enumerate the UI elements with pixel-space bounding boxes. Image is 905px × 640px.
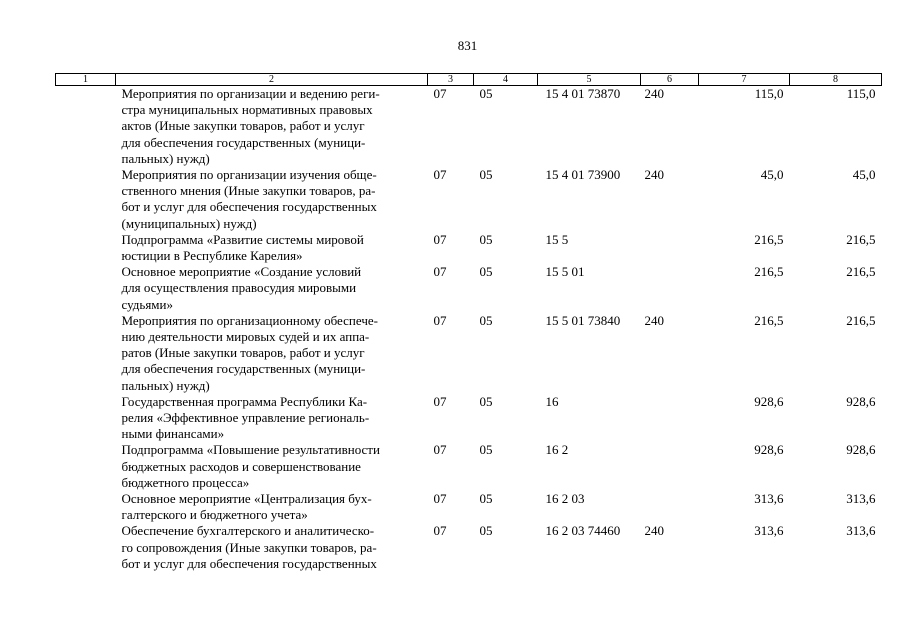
target-article-code: 16 2 03 <box>545 491 585 507</box>
table-row <box>56 313 882 394</box>
description-line: ратов (Иные закупки товаров, работ и услуг <box>121 345 365 361</box>
description-line: пальных) нужд) <box>121 377 210 393</box>
table-row <box>56 394 882 443</box>
column-header: 1 <box>56 74 116 86</box>
section-code: 07 <box>433 86 447 101</box>
expense-type-code <box>641 394 699 443</box>
expense-type-code: 240 <box>644 523 664 539</box>
description-line: Мероприятия по организации изучения обще- <box>121 167 377 183</box>
description-line: го сопровождения (Иные закупки товаров, ра- <box>121 539 377 555</box>
description-line: актов (Иные закупки товаров, работ и услуг <box>121 118 365 134</box>
expense-type-code <box>641 264 699 313</box>
description-line: судьями» <box>121 296 173 312</box>
table-row <box>56 491 882 523</box>
row-description <box>116 491 428 523</box>
target-article-code: 16 <box>545 393 559 409</box>
subsection-code: 05 <box>479 393 493 409</box>
expense-type-code <box>641 232 699 264</box>
column-header: 3 <box>428 74 474 86</box>
description-line: Обеспечение бухгалтерского и аналитическо- <box>121 523 375 539</box>
target-article-code: 15 5 01 73840 <box>545 312 621 328</box>
table-row <box>56 523 882 572</box>
description-line: (муниципальных) нужд) <box>121 215 257 231</box>
amount-year-1: 216,5 <box>754 231 784 247</box>
expense-type-code <box>641 442 699 491</box>
column-header: 6 <box>641 74 699 86</box>
target-article-code: 15 4 01 73870 <box>545 86 621 101</box>
description-line: Основное мероприятие «Централизация бух- <box>121 491 372 507</box>
description-line: Государственная программа Республики Ка- <box>121 393 368 409</box>
column-header: 5 <box>538 74 641 86</box>
section-code: 07 <box>433 491 447 507</box>
description-line: ными финансами» <box>121 426 225 442</box>
description-line: бот и услуг для обеспечения государственных <box>121 199 377 215</box>
subsection-code: 05 <box>479 442 493 458</box>
subsection-code: 05 <box>479 491 493 507</box>
amount-year-2: 313,6 <box>846 491 876 507</box>
subsection-code: 05 <box>479 312 493 328</box>
row-number-cell <box>56 264 116 313</box>
amount-year-1: 216,5 <box>754 312 784 328</box>
row-description <box>116 313 428 394</box>
amount-year-1: 313,6 <box>754 491 784 507</box>
section-code: 07 <box>433 523 447 539</box>
subsection-code: 05 <box>479 264 493 280</box>
section-code: 07 <box>433 167 447 183</box>
expense-type-code: 240 <box>644 312 664 328</box>
column-number-header <box>56 74 882 86</box>
expense-type-code: 240 <box>644 167 664 183</box>
row-description <box>116 442 428 491</box>
amount-year-2: 928,6 <box>846 393 876 409</box>
table-body <box>56 86 882 573</box>
amount-year-2: 115,0 <box>846 86 876 101</box>
expense-type-code: 240 <box>644 86 664 101</box>
description-line: бот и услуг для обеспечения государственных <box>121 555 377 571</box>
description-line: Мероприятия по организации и ведению реги- <box>121 86 380 101</box>
target-article-code: 15 5 <box>545 231 569 247</box>
target-article-code: 16 2 03 74460 <box>545 523 621 539</box>
table-row <box>56 86 882 168</box>
subsection-code: 05 <box>479 523 493 539</box>
row-description <box>116 86 428 168</box>
amount-year-1: 115,0 <box>754 86 784 101</box>
row-description <box>116 167 428 232</box>
amount-year-2: 216,5 <box>846 312 876 328</box>
description-line: Мероприятия по организационному обеспече- <box>121 312 378 328</box>
amount-year-2: 216,5 <box>846 231 876 247</box>
section-code: 07 <box>433 231 447 247</box>
row-number-cell <box>56 313 116 394</box>
description-line: стра муниципальных нормативных правовых <box>121 102 373 118</box>
row-number-cell <box>56 167 116 232</box>
description-line: релия «Эффективное управление региональ- <box>121 410 370 426</box>
section-code: 07 <box>433 393 447 409</box>
amount-year-2: 928,6 <box>846 442 876 458</box>
amount-year-2: 45,0 <box>852 167 876 183</box>
row-description <box>116 264 428 313</box>
row-description <box>116 523 428 572</box>
section-code: 07 <box>433 264 447 280</box>
description-line: Подпрограмма «Развитие системы мировой <box>121 231 364 247</box>
description-line: галтерского и бюджетного учета» <box>121 507 308 523</box>
amount-year-1: 216,5 <box>754 264 784 280</box>
amount-year-1: 928,6 <box>754 442 784 458</box>
description-line: для обеспечения государственных (муници- <box>121 134 366 150</box>
row-number-cell <box>56 442 116 491</box>
description-line: нию деятельности мировых судей и их аппа- <box>121 329 370 345</box>
description-line: бюджетных расходов и совершенствование <box>121 458 361 474</box>
amount-year-1: 45,0 <box>760 167 784 183</box>
description-line: ственного мнения (Иные закупки товаров, ра- <box>121 183 376 199</box>
subsection-code: 05 <box>479 86 493 101</box>
section-code: 07 <box>433 442 447 458</box>
description-line: Подпрограмма «Повышение результативности <box>121 442 380 458</box>
row-number-cell <box>56 232 116 264</box>
section-code: 07 <box>433 312 447 328</box>
column-header: 2 <box>116 74 428 86</box>
description-line: пальных) нужд) <box>121 150 210 166</box>
amount-year-1: 928,6 <box>754 393 784 409</box>
row-number-cell <box>56 523 116 572</box>
expense-type-code <box>641 491 699 523</box>
description-line: для обеспечения государственных (муници- <box>121 361 366 377</box>
description-line: Основное мероприятие «Создание условий <box>121 264 362 280</box>
table-row <box>56 167 882 232</box>
subsection-code: 05 <box>479 167 493 183</box>
description-line: юстиции в Республике Карелия» <box>121 248 303 264</box>
description-line: бюджетного процесса» <box>121 474 250 490</box>
row-description <box>116 394 428 443</box>
table-row <box>56 232 882 264</box>
target-article-code: 15 4 01 73900 <box>545 167 621 183</box>
page-number: 831 <box>457 38 478 53</box>
budget-table <box>55 73 882 572</box>
row-number-cell <box>56 491 116 523</box>
table-row <box>56 442 882 491</box>
row-description <box>116 232 428 264</box>
amount-year-2: 216,5 <box>846 264 876 280</box>
table-row <box>56 264 882 313</box>
row-number-cell <box>56 86 116 168</box>
column-header: 7 <box>699 74 790 86</box>
subsection-code: 05 <box>479 231 493 247</box>
description-line: для осуществления правосудия мировыми <box>121 280 357 296</box>
target-article-code: 15 5 01 <box>545 264 585 280</box>
column-header: 4 <box>474 74 538 86</box>
amount-year-2: 313,6 <box>846 523 876 539</box>
column-header: 8 <box>790 74 882 86</box>
row-number-cell <box>56 394 116 443</box>
amount-year-1: 313,6 <box>754 523 784 539</box>
target-article-code: 16 2 <box>545 442 569 458</box>
